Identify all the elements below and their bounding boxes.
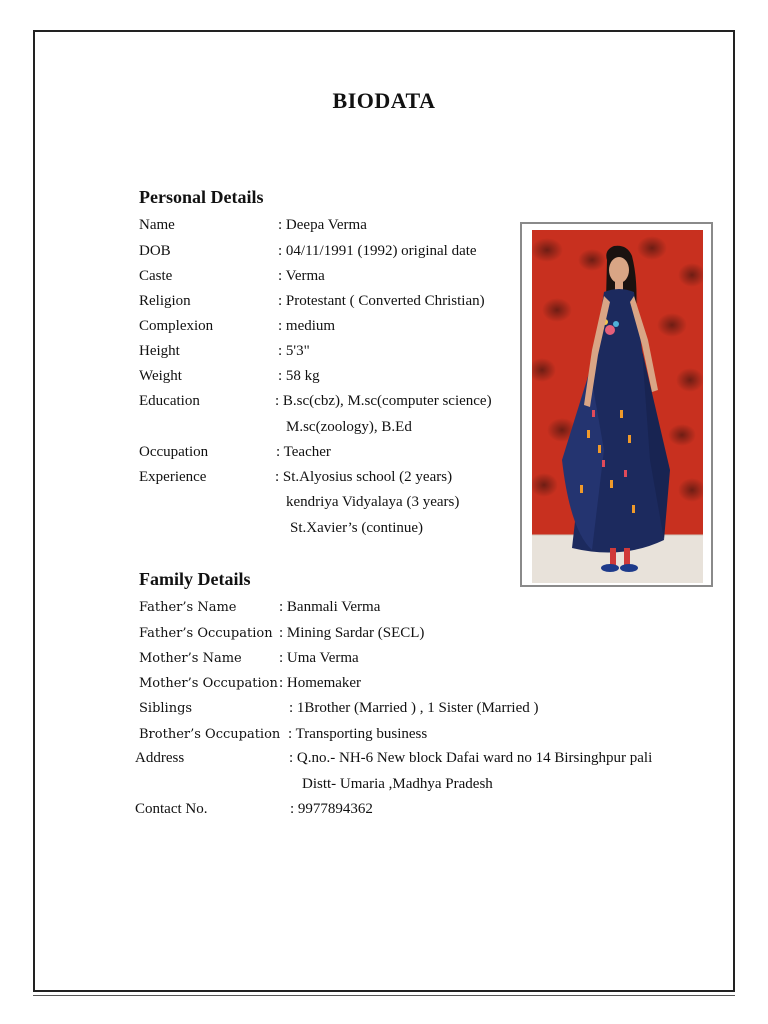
row-label: Occupation bbox=[139, 444, 209, 460]
row-value: : St.Alyosius school (2 years) bbox=[275, 469, 453, 485]
row-value: : Q.no.- NH-6 New block Dafai ward no 14 Birsinghpur pali bbox=[289, 750, 653, 766]
page-title: BIODATA bbox=[332, 88, 436, 113]
row-label: Contact No. bbox=[135, 801, 208, 817]
row-label: Experience bbox=[139, 469, 207, 485]
row-label: Weight bbox=[139, 368, 182, 384]
row-label: DOB bbox=[139, 243, 171, 259]
row-value: : 9977894362 bbox=[290, 801, 373, 817]
bottom-rule bbox=[33, 995, 735, 996]
row-label: Father’s Name bbox=[139, 600, 237, 615]
row-label: Religion bbox=[139, 293, 191, 309]
family-details-heading: Family Details bbox=[139, 569, 251, 589]
row-label: Complexion bbox=[139, 318, 214, 334]
row-value: : medium bbox=[278, 318, 336, 334]
row-value: Distt- Umaria ,Madhya Pradesh bbox=[302, 776, 493, 792]
row-value: : Verma bbox=[278, 268, 325, 284]
row-value: M.sc(zoology), B.Ed bbox=[286, 419, 412, 435]
row-value: kendriya Vidyalaya (3 years) bbox=[286, 494, 460, 510]
row-value: St.Xavier’s (continue) bbox=[290, 520, 424, 536]
row-label: Address bbox=[135, 750, 185, 766]
row-value: : 58 kg bbox=[278, 368, 320, 384]
row-value: : 5'3" bbox=[278, 343, 310, 359]
row-value: : Teacher bbox=[276, 444, 331, 460]
row-value: : Deepa Verma bbox=[278, 217, 367, 233]
row-label: Mother’s Name bbox=[139, 651, 242, 666]
row-label: Education bbox=[139, 393, 200, 409]
row-value: : 1Brother (Married ) , 1 Sister (Married ) bbox=[289, 700, 539, 716]
row-value: : Homemaker bbox=[279, 675, 362, 691]
row-value: : B.sc(cbz), M.sc(computer science) bbox=[275, 393, 492, 409]
row-value: : Uma Verma bbox=[279, 650, 359, 666]
personal-details-heading: Personal Details bbox=[139, 187, 264, 207]
row-label: Height bbox=[139, 343, 180, 359]
row-value: : Transporting business bbox=[288, 726, 428, 742]
row-label: Mother’s Occupation bbox=[139, 676, 278, 691]
row-label: Father’s Occupation bbox=[139, 626, 273, 641]
photo-frame bbox=[520, 222, 713, 587]
row-value: : Mining Sardar (SECL) bbox=[279, 625, 425, 641]
row-label: Name bbox=[139, 217, 175, 233]
row-value: : Banmali Verma bbox=[279, 599, 381, 615]
row-value: : Protestant ( Converted Christian) bbox=[278, 293, 485, 309]
portrait-photo bbox=[532, 230, 703, 583]
row-value: : 04/11/1991 (1992) original date bbox=[278, 243, 477, 259]
row-label: Siblings bbox=[139, 701, 193, 716]
row-label: Caste bbox=[139, 268, 173, 284]
row-label: Brother’s Occupation bbox=[139, 727, 281, 742]
